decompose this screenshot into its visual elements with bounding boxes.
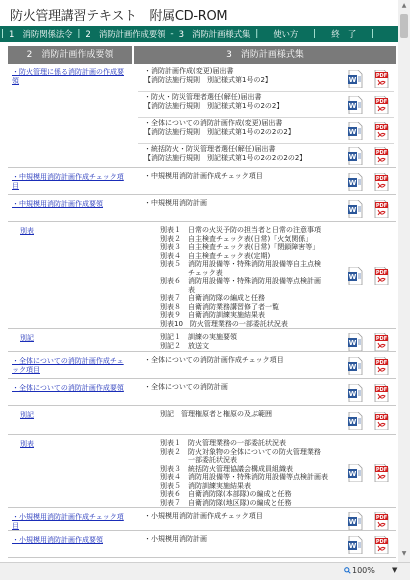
- row-right-cell: [134, 407, 396, 434]
- nav-separator: -: [170, 29, 174, 39]
- nav-separator: |: [313, 29, 317, 39]
- status-bar: [0, 562, 410, 580]
- word-file-icon[interactable]: [348, 464, 363, 482]
- plan-guide-link[interactable]: ・防火管理に係る消防計画の作成要領: [12, 68, 124, 85]
- plan-guide-link[interactable]: ・中規模用消防計画作成チェック項目: [12, 173, 124, 190]
- app-title: 防火管理講習テキスト 附属CD-ROM: [10, 9, 228, 24]
- row-left-cell: [8, 64, 132, 167]
- pdf-file-icon[interactable]: [374, 267, 389, 285]
- pdf-file-icon[interactable]: [374, 200, 389, 218]
- svg-text:W: W: [348, 76, 357, 85]
- svg-text:W: W: [348, 518, 357, 527]
- nav-separator: |: [371, 29, 375, 39]
- table-row: [8, 407, 396, 435]
- plan-guide-link[interactable]: ・中規模用消防計画作成要領: [12, 200, 103, 208]
- svg-text:PDF: PDF: [375, 150, 388, 157]
- vertical-scrollbar[interactable]: [398, 0, 410, 562]
- scrollbar-thumb[interactable]: [400, 14, 408, 38]
- pdf-file-icon[interactable]: [374, 173, 389, 191]
- pdf-file-icon[interactable]: [374, 357, 389, 375]
- row-right-cell: [134, 223, 396, 328]
- pdf-file-icon[interactable]: [374, 384, 389, 402]
- table-row: [8, 436, 396, 508]
- form-item-label: 別表１ 日常の火災予防の担当者と日常の注意事項 別表２ 自主検査チェック表(日常)「火気関係」 別表３ 自主検査チェック表(日常)「閉鎖障害等」 別表４ 自主検査チェック表(定期) 別表５ 消防用設備等・特殊消防用設備等自主点検 チェック表 別表６ 消防用設備等・特殊消防用設備等点検計画 表 別表７ 自衛消防隊の編成と任務 別表８ 自衛消防業務講習修了者一覧 別表９ 自衛消防訓練実施結果表 別表10 防火管理業務の一部委託状況表: [160, 226, 321, 328]
- form-item-label: ・統括防火・防災管理者選任(解任)届出書 【消防法施行規則 別記様式第1号の2の2の2の2】: [144, 145, 307, 162]
- nav-separator: |: [77, 29, 81, 39]
- word-file-icon[interactable]: [348, 122, 363, 140]
- form-item-label: ・全体についての消防計画作成チェック項目: [144, 356, 284, 364]
- word-file-icon[interactable]: [348, 412, 363, 430]
- content-area: [0, 64, 398, 562]
- form-item-label: ・消防計画作成(変更)届出書 【消防法施行規則 別記様式第1号の2】: [144, 67, 272, 84]
- column-headers: [8, 46, 396, 64]
- nav-item-exit[interactable]: 終 了: [331, 30, 357, 40]
- word-file-icon[interactable]: [348, 333, 363, 351]
- svg-text:W: W: [348, 179, 357, 188]
- svg-text:W: W: [348, 102, 357, 111]
- form-item-label: ・小規模用消防計画作成チェック項目: [144, 512, 263, 520]
- zoom-level[interactable]: 100%: [352, 566, 375, 575]
- word-file-icon[interactable]: [348, 267, 363, 285]
- word-file-icon[interactable]: [348, 384, 363, 402]
- plan-guide-link[interactable]: ・小規模用消防計画作成要領: [12, 536, 103, 544]
- pdf-file-icon[interactable]: [374, 464, 389, 482]
- nav-item-laws[interactable]: 1 消防関係法令: [9, 30, 73, 40]
- form-item-label: 別記１ 訓練の実施要領 別記２ 放送文: [160, 333, 237, 350]
- row-right-cell: [134, 196, 396, 221]
- svg-text:W: W: [348, 470, 357, 479]
- svg-text:PDF: PDF: [375, 387, 388, 394]
- word-file-icon[interactable]: [348, 536, 363, 554]
- word-file-icon[interactable]: [348, 70, 363, 88]
- word-file-icon[interactable]: [348, 512, 363, 530]
- table-row: [8, 223, 396, 329]
- row-left-cell: [8, 380, 132, 405]
- form-item-label: ・全体についての消防計画: [144, 383, 228, 391]
- table-row: [8, 380, 396, 406]
- form-item-label: ・防火・防災管理者選任(解任)届出書 【消防法施行規則 別記様式第1号の2の2】: [144, 93, 284, 110]
- scroll-down-arrow-icon[interactable]: ▼: [401, 550, 407, 557]
- row-left-cell: [8, 509, 132, 530]
- svg-text:W: W: [348, 339, 357, 348]
- plan-guide-link[interactable]: 別表: [20, 440, 34, 448]
- svg-text:PDF: PDF: [375, 415, 388, 422]
- pdf-file-icon[interactable]: [374, 333, 389, 351]
- svg-text:W: W: [348, 390, 357, 399]
- word-file-icon[interactable]: [348, 200, 363, 218]
- plan-guide-link[interactable]: ・全体についての消防計画作成チェック項目: [12, 357, 124, 374]
- zoom-icon: [344, 567, 351, 574]
- header-plan-guide: 2 消防計画作成要領: [8, 46, 132, 64]
- form-item-label: ・全体についての消防計画作成(変更)届出書 【消防法施行規則 別記様式第1号の2の2の2】: [144, 119, 295, 136]
- plan-guide-link[interactable]: 別記: [20, 334, 34, 342]
- table-row: [8, 196, 396, 222]
- svg-text:PDF: PDF: [375, 176, 388, 183]
- pdf-file-icon[interactable]: [374, 512, 389, 530]
- svg-text:PDF: PDF: [375, 125, 388, 132]
- form-item-label: 別表１ 防火管理業務の一部委託状況表 別表２ 防火対象物の全体についての防火管理業務 一部委託状況表 別表３ 統括防火管理協議会構成員組織表 別表４ 消防用設備等・特殊消防用設備等点検計画表 別表５ 消防訓練実施結果表 別表６ 自衛消防隊(本部隊)の編成と任務 別表７ 自衛消防隊(地区隊)の編成と任務: [160, 439, 328, 507]
- row-right-cell: [134, 436, 396, 507]
- plan-guide-link[interactable]: 別記: [20, 411, 34, 419]
- form-item-label: ・小規模用消防計画: [144, 535, 207, 543]
- row-left-cell: [8, 436, 132, 507]
- svg-text:W: W: [348, 273, 357, 282]
- row-left-cell: [8, 196, 132, 221]
- svg-text:PDF: PDF: [375, 539, 388, 546]
- form-item-label: ・中規模用消防計画: [144, 199, 207, 207]
- plan-guide-link[interactable]: ・小規模用消防計画作成チェック項目: [12, 513, 124, 530]
- nav-bar: [0, 26, 398, 42]
- svg-text:W: W: [348, 128, 357, 137]
- svg-text:W: W: [348, 542, 357, 551]
- svg-text:PDF: PDF: [375, 336, 388, 343]
- scroll-up-arrow-icon[interactable]: ▲: [401, 2, 407, 9]
- header-plan-forms: 3 消防計画様式集: [134, 46, 396, 64]
- table-row: [8, 532, 396, 558]
- nav-item-plan-forms[interactable]: 3 消防計画様式集: [178, 30, 251, 40]
- row-right-cell: [134, 353, 396, 378]
- nav-separator: |: [255, 29, 259, 39]
- pdf-file-icon[interactable]: [374, 412, 389, 430]
- row-left-cell: [8, 407, 132, 434]
- svg-text:W: W: [348, 153, 357, 162]
- word-file-icon[interactable]: [348, 173, 363, 191]
- pdf-file-icon[interactable]: [374, 536, 389, 554]
- nav-item-plan-guide[interactable]: 2 消防計画作成要領: [85, 30, 166, 40]
- item-divider: [138, 143, 394, 144]
- table-row: [8, 169, 396, 195]
- svg-text:PDF: PDF: [375, 203, 388, 210]
- pdf-file-icon[interactable]: [374, 122, 389, 140]
- pdf-file-icon[interactable]: [374, 96, 389, 114]
- title-bar: [0, 0, 398, 26]
- table-row: [8, 509, 396, 531]
- row-right-cell: [134, 380, 396, 405]
- svg-text:PDF: PDF: [375, 270, 388, 277]
- svg-text:PDF: PDF: [375, 360, 388, 367]
- table-row: [8, 64, 396, 168]
- nav-item-usage[interactable]: 使い方: [273, 30, 299, 40]
- row-left-cell: [8, 353, 132, 378]
- row-left-cell: [8, 532, 132, 557]
- row-right-cell: [134, 509, 396, 530]
- word-file-icon[interactable]: [348, 357, 363, 375]
- form-item-label: ・中規模用消防計画作成チェック項目: [144, 172, 263, 180]
- word-file-icon[interactable]: [348, 96, 363, 114]
- row-right-cell: [134, 64, 396, 167]
- nav-separator: |: [1, 29, 5, 39]
- row-right-cell: [134, 330, 396, 351]
- item-divider: [138, 91, 394, 92]
- svg-text:PDF: PDF: [375, 73, 388, 80]
- svg-text:PDF: PDF: [375, 467, 388, 474]
- svg-text:W: W: [348, 418, 357, 427]
- row-left-cell: [8, 169, 132, 194]
- svg-text:PDF: PDF: [375, 515, 388, 522]
- zoom-dropdown-icon[interactable]: ▼: [392, 566, 398, 574]
- plan-guide-link[interactable]: 別表: [20, 227, 34, 235]
- row-left-cell: [8, 330, 132, 351]
- row-right-cell: [134, 532, 396, 557]
- svg-text:PDF: PDF: [375, 99, 388, 106]
- pdf-file-icon[interactable]: [374, 70, 389, 88]
- table-row: [8, 330, 396, 352]
- row-right-cell: [134, 169, 396, 194]
- word-file-icon[interactable]: [348, 147, 363, 165]
- table-row: [8, 353, 396, 379]
- svg-text:W: W: [348, 363, 357, 372]
- pdf-file-icon[interactable]: [374, 147, 389, 165]
- plan-guide-link[interactable]: ・全体についての消防計画作成要領: [12, 384, 124, 392]
- svg-text:W: W: [348, 206, 357, 215]
- form-item-label: 別記 管理権原者と権原の及ぶ範囲: [160, 410, 272, 418]
- row-left-cell: [8, 223, 132, 328]
- item-divider: [138, 117, 394, 118]
